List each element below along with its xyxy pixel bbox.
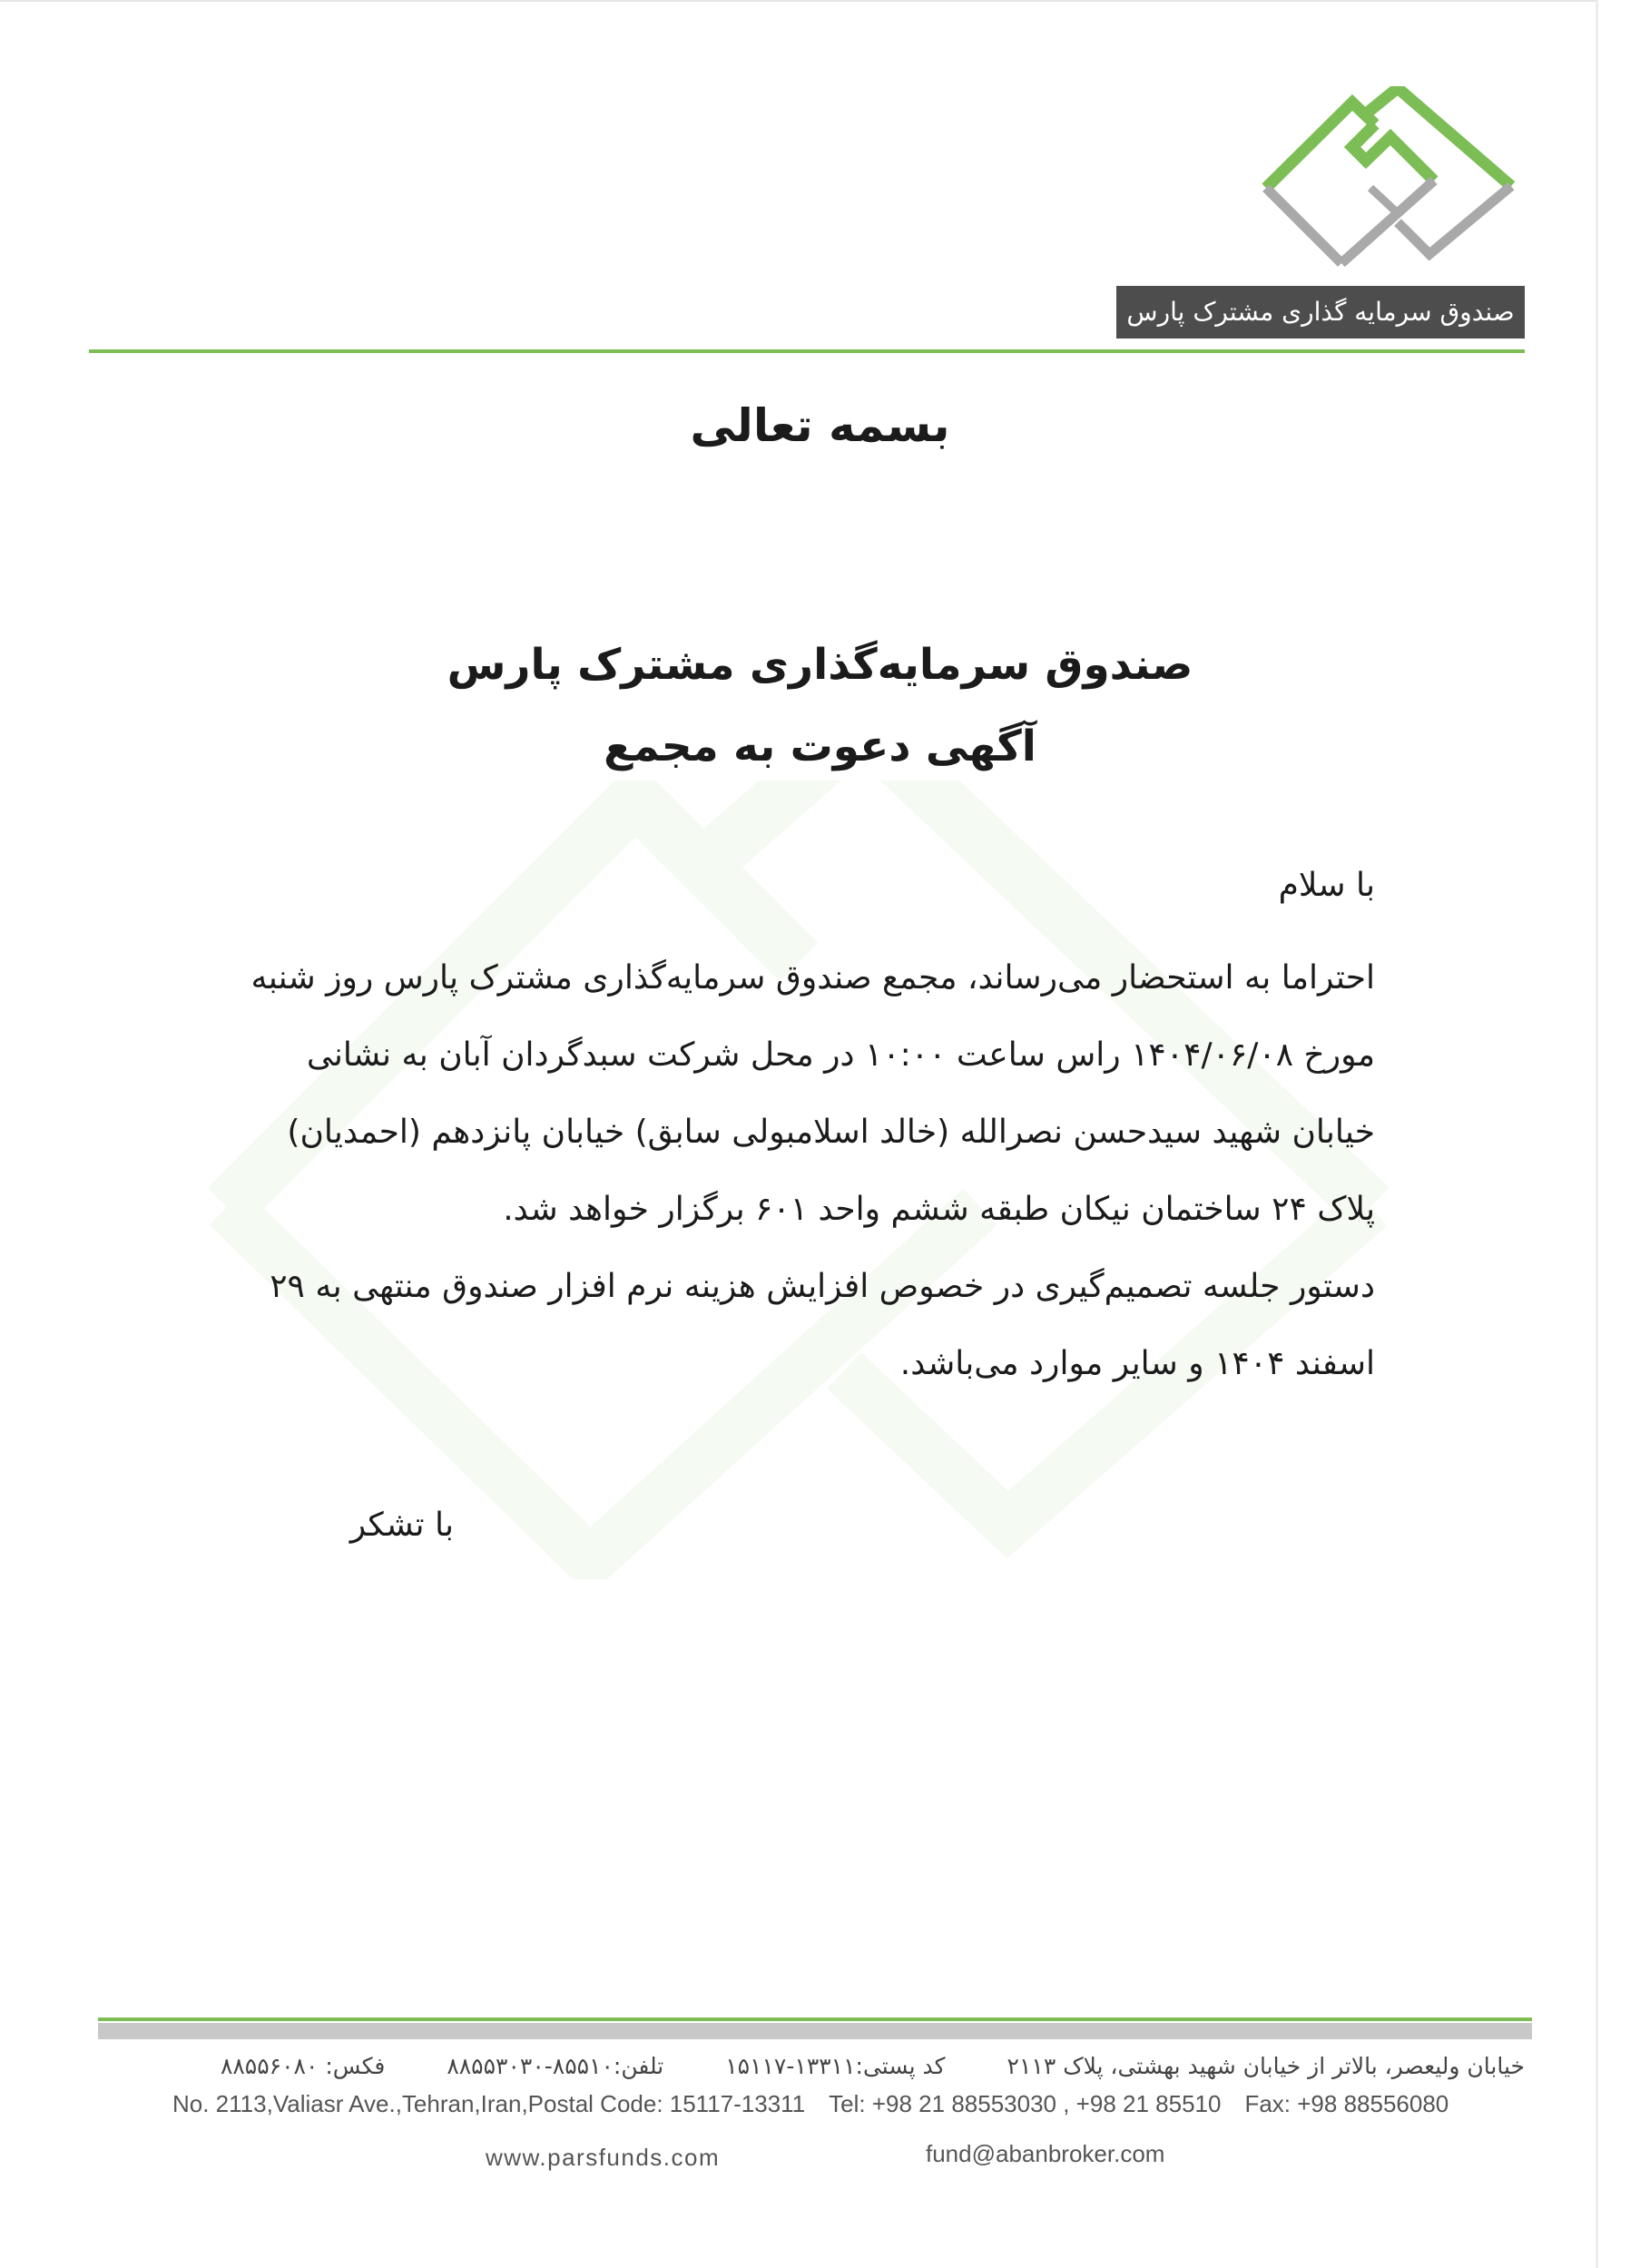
letterhead-organization-name: صندوق سرمایه گذاری مشترک پارس (1116, 286, 1525, 339)
header-divider (89, 349, 1525, 353)
body-line: اسفند ۱۴۰۴ و سایر موارد می‌باشد. (899, 1345, 1375, 1382)
footer-address-en: No. 2113,Valiasr Ave.,Tehran,Iran,Postal Code: 15117-13311 (172, 2090, 806, 2117)
footer-phone-en: Tel: +98 21 88553030 , +98 21 85510 (829, 2090, 1222, 2117)
footer-english-contact (172, 2090, 1525, 2118)
footer-persian-contact (163, 2053, 1525, 2079)
pars-fund-logo-icon (1262, 86, 1525, 277)
footer-fax-en: Fax: +98 88556080 (1244, 2090, 1449, 2117)
fund-title: صندوق سرمایه‌گذاری مشترک پارس (447, 640, 1193, 690)
scan-edge-right (1596, 0, 1598, 2268)
body-paragraph (209, 939, 1375, 1402)
scan-edge-top (0, 0, 1597, 2)
body-line: احتراما به استحضار می‌رساند، مجمع صندوق سرمایه‌گذاری مشترک پارس روز شنبه (250, 959, 1375, 997)
basmala-heading: بسمه تعالی (690, 399, 950, 452)
footer-divider-green (98, 2018, 1532, 2021)
greeting: با سلام (1278, 867, 1375, 904)
footer-website-link[interactable]: www.parsfunds.com (486, 2144, 721, 2171)
body-line: مورخ ۱۴۰۴/۰۶/۰۸ راس ساعت ۱۰:۰۰ در محل شرکت سبدگردان آبان به نشانی (306, 1036, 1375, 1074)
body-line: دستور جلسه تصمیم‌گیری در خصوص افزایش هزینه نرم افزار صندوق منتهی به ۲۹ (270, 1268, 1375, 1305)
footer-email-link[interactable]: fund@abanbroker.com (926, 2140, 1165, 2167)
footer-phone-fa: تلفن:۸۵۵۱۰-۸۸۵۵۳۰۳۰ (447, 2053, 664, 2079)
body-line: خیابان شهید سیدحسن نصرالله (خالد اسلامبولی سابق) خیابان پانزدهم (احمدیان) (287, 1114, 1375, 1151)
notice-title: آگهی دعوت به مجمع (604, 722, 1036, 771)
body-line: پلاک ۲۴ ساختمان نیکان طبقه ششم واحد ۶۰۱ برگزار خواهد شد. (503, 1191, 1375, 1228)
footer-divider-gray (98, 2023, 1532, 2039)
closing: با تشکر (349, 1507, 454, 1544)
footer-postal-fa: کد پستی:۱۳۳۱۱-۱۵۱۱۷ (725, 2053, 946, 2079)
footer-address-fa: خیابان ولیعصر، بالاتر از خیابان شهید بهشتی، پلاک ۲۱۱۳ (1007, 2053, 1525, 2079)
footer-fax-fa: فکس: ۸۸۵۵۶۰۸۰ (220, 2053, 386, 2079)
